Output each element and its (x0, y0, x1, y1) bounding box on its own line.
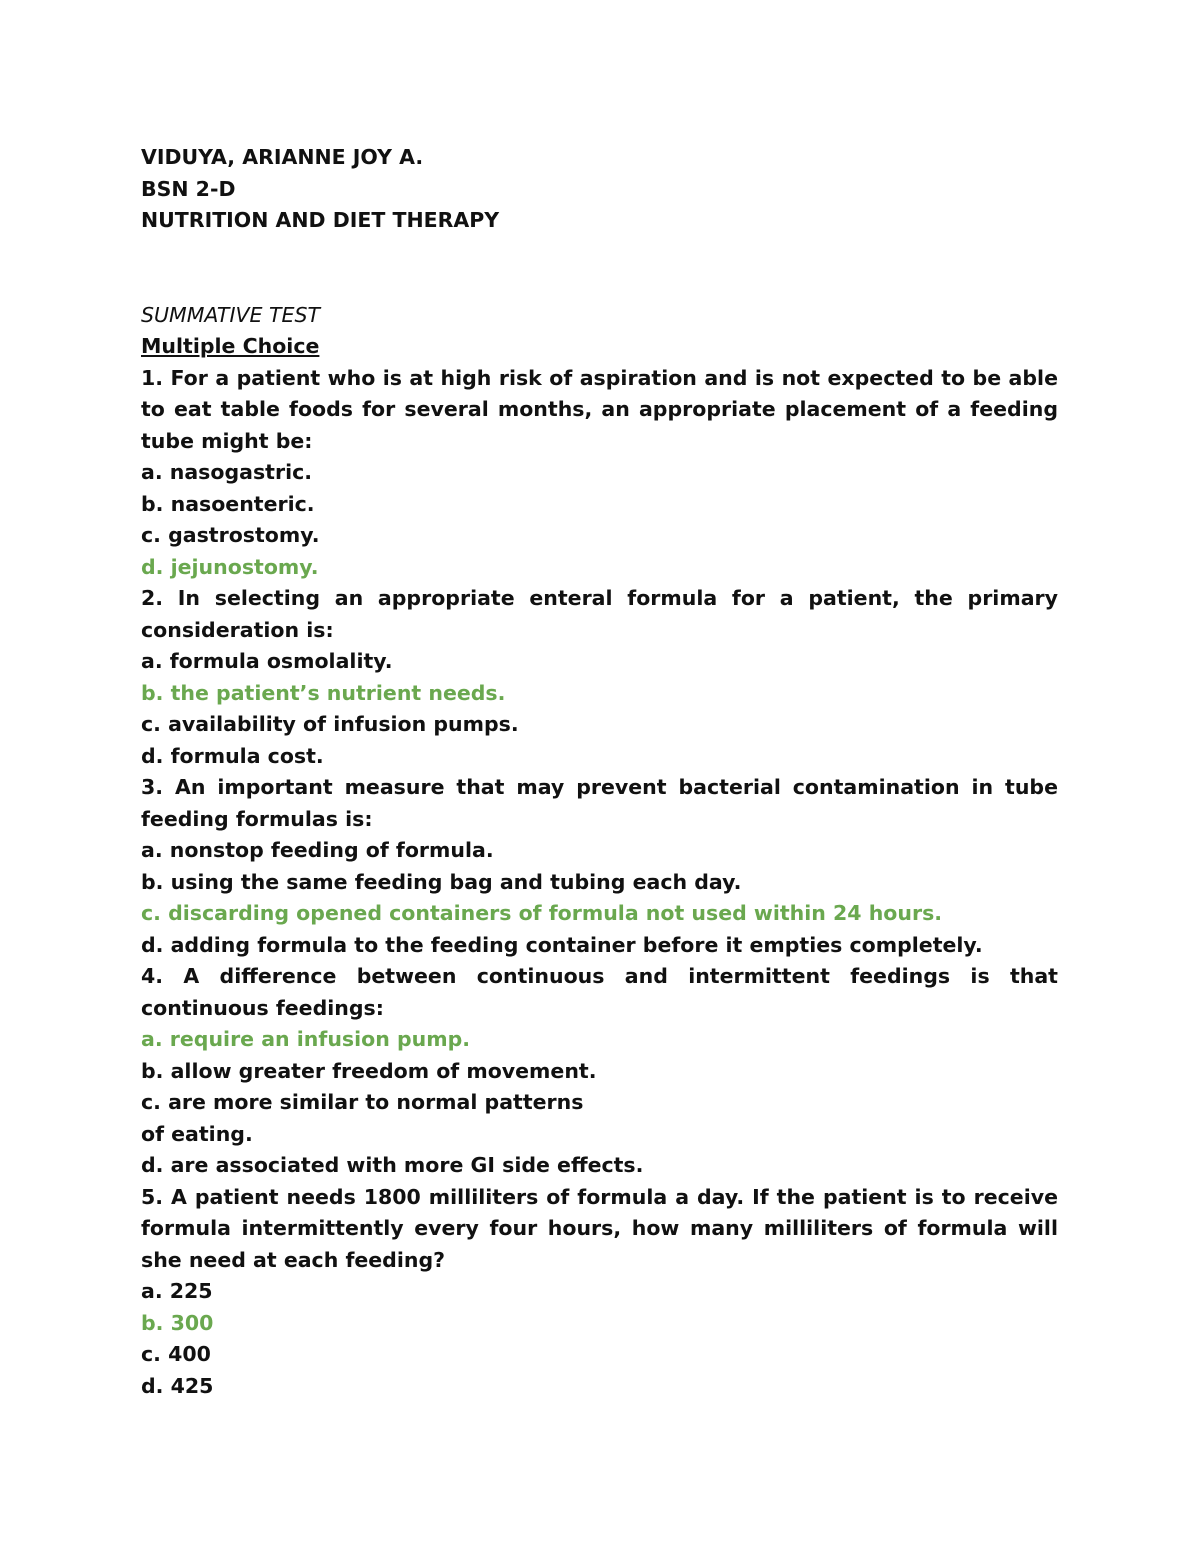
question-item (141, 772, 1058, 961)
option: c. are more similar to normal patterns (141, 1090, 584, 1114)
test-subtitle: Multiple Choice (141, 334, 320, 358)
question-text: 3. An important measure that may prevent bacterial contamination in tube feeding formulas is: (141, 775, 1058, 831)
option: d. adding formula to the feeding container before it empties completely. (141, 932, 983, 957)
question-text: 2. In selecting an appropriate enteral formula for a patient, the primary consideration is: (141, 586, 1058, 642)
question-text: 5. A patient needs 1800 milliliters of formula a day. If the patient is to receive formula intermittently every four hours, how many milliliters of formula will she need at each feeding? (141, 1184, 1058, 1272)
question-list (141, 363, 1058, 1403)
student-name: VIDUYA, ARIANNE JOY A. (141, 145, 424, 169)
option: a. 225 (141, 1279, 213, 1303)
question-item (141, 363, 1058, 584)
option-answer: c. discarding opened containers of formula not used within 24 hours. (141, 901, 943, 925)
option-answer: d. jejunostomy. (141, 554, 319, 579)
course-title: NUTRITION AND DIET THERAPY (141, 208, 500, 232)
option: d. formula cost. (141, 743, 324, 768)
header-spacer (141, 237, 1058, 300)
question-text: 1. For a patient who is at high risk of aspiration and is not expected to be able to eat table foods for several months, an appropriate placement of a feeding tube might be: (141, 365, 1058, 453)
option-answer: a. require an infusion pump. (141, 1027, 471, 1051)
test-title: SUMMATIVE TEST (141, 302, 320, 327)
option: d. are associated with more GI side effects. (141, 1153, 644, 1177)
question-item (141, 583, 1058, 772)
question-item (141, 961, 1058, 1182)
option: b. using the same feeding bag and tubing each day. (141, 869, 742, 894)
option: d. 425 (141, 1373, 214, 1398)
option-answer: b. the patient’s nutrient needs. (141, 680, 506, 705)
document-content (141, 142, 1058, 1402)
option: a. nasogastric. (141, 460, 313, 484)
option: c. gastrostomy. (141, 523, 320, 547)
option: b. nasoenteric. (141, 491, 315, 516)
option: c. availability of infusion pumps. (141, 712, 519, 736)
option: c. 400 (141, 1342, 211, 1366)
question-text: 4. A difference between continuous and intermittent feedings is that continuous feedings: (141, 964, 1058, 1020)
option: b. allow greater freedom of movement. (141, 1058, 597, 1083)
option: a. formula osmolality. (141, 649, 393, 673)
option-answer: b. 300 (141, 1310, 214, 1335)
option: of eating. (141, 1121, 253, 1146)
question-item (141, 1182, 1058, 1403)
student-section: BSN 2-D (141, 176, 236, 201)
option: a. nonstop feeding of formula. (141, 838, 494, 862)
